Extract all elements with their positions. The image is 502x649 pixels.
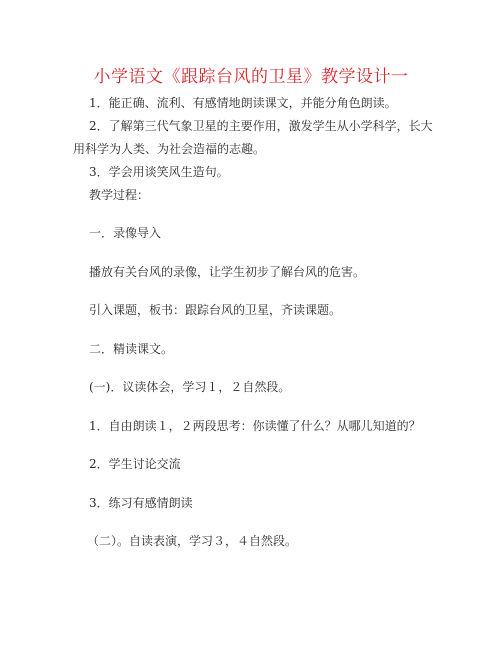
objective-3: 3．学会用谈笑风生造句。 — [89, 165, 229, 179]
step-item: 1．自由朗读１，２两段思考：你读懂了什么？从哪儿知道的？ — [89, 419, 421, 433]
process-heading: 教学过程： — [89, 188, 150, 202]
section-text: 播放有关台风的录像，让学生初步了解台风的危害。 — [89, 265, 366, 279]
objective-1: 1．能正确、流利、有感情地朗读课文，并能分角色朗读。 — [89, 96, 397, 110]
objective-2: 2．了解第三代气象卫星的主要作用，激发学生从小学科学，长大 — [89, 119, 433, 133]
section-heading-1: 一．录像导入 — [89, 226, 162, 240]
subsection-heading-1: (一)．议读体会，学习１，２自然段。 — [89, 380, 291, 394]
step-item: 3．练习有感情朗读 — [89, 496, 193, 510]
objective-2-continued: 用科学为人类、为社会造福的志趣。 — [73, 142, 266, 156]
section-text: 引入课题，板书：跟踪台风的卫星，齐读课题。 — [89, 303, 342, 317]
step-item: 2．学生讨论交流 — [89, 457, 181, 471]
document-title: 小学语文《跟踪台风的卫星》教学设计一 — [93, 67, 409, 87]
section-heading-2: 二．精读课文。 — [89, 342, 174, 356]
subsection-heading-2: （二）。自读表演，学习３，４自然段。 — [87, 534, 298, 548]
